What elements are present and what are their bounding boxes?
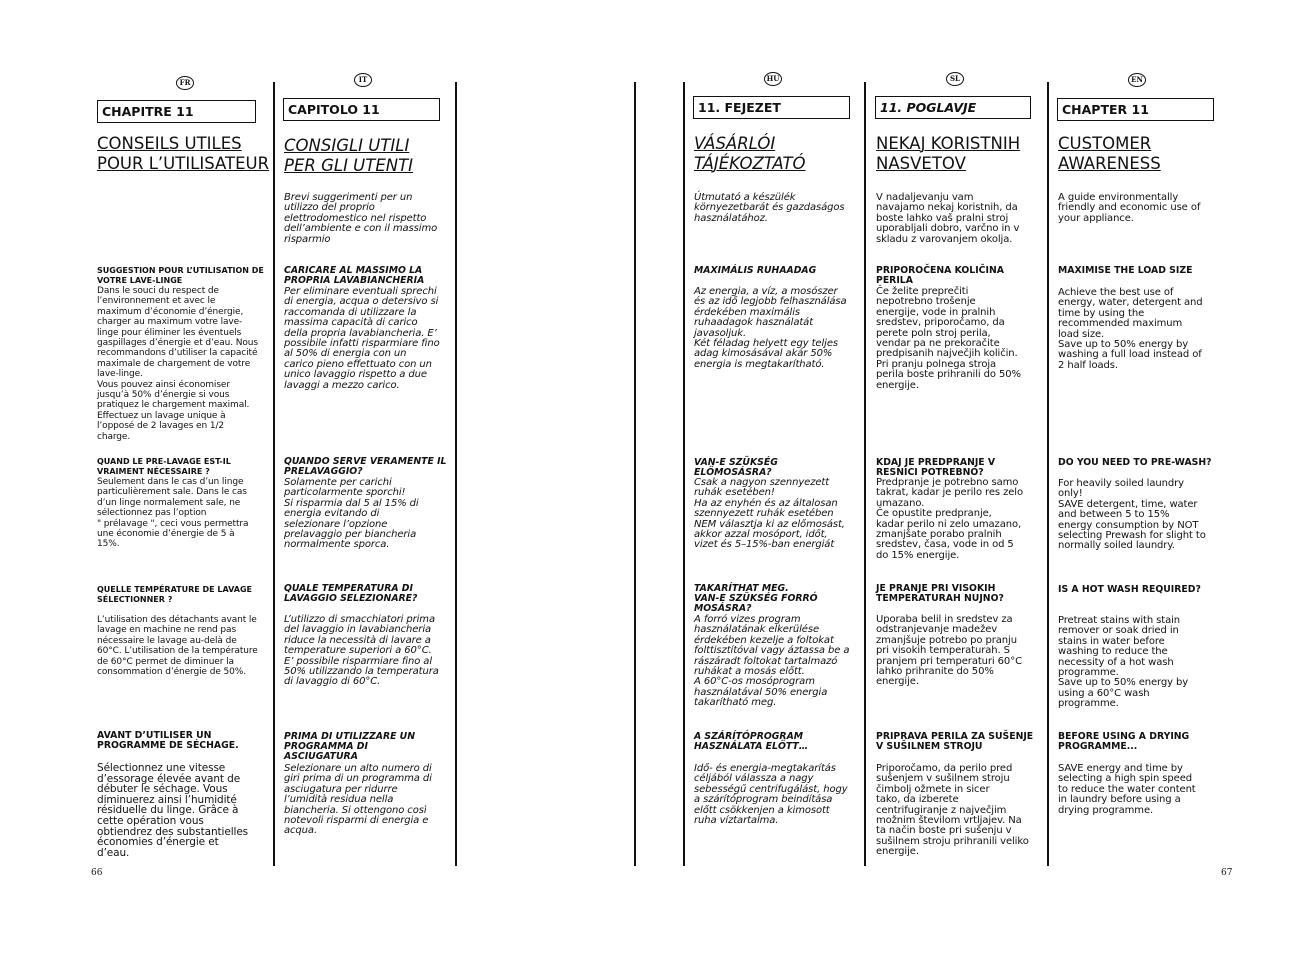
sl-s3-body: Uporaba belil in sredstev za odstranjevanje madežev zmanjšuje potrebo po pranju pri visokih temperaturah. S pranjem pri temperaturi 60°C lahko prihranite do 50% energije. bbox=[876, 614, 1022, 688]
fr-s3-heading: QUELLE TEMPÉRATURE DE LAVAGE SÉLECTIONNER ? bbox=[97, 585, 253, 604]
chapter-label-fr: CHAPITRE 11 bbox=[97, 100, 256, 123]
fr-s2-heading: QUAND LE PRE-LAVAGE EST-IL VRAIMENT NÉCESSAIRE ? bbox=[97, 457, 231, 476]
en-intro: A guide environmentally friendly and economic use of your appliance. bbox=[1058, 192, 1201, 224]
hu-s2-heading: VAN-E SZÜKSÉG ELŐMOSÁSRA? bbox=[694, 457, 778, 478]
it-s1-body: Per eliminare eventuali sprechi di energia, acqua o detersivo si raccomanda di utilizzare la massima capacità di carico della propria lavabiancheria. E’ possibile infatti risparmiare fino al 50% di energia con un carico pieno effettuato con un unico lavaggio rispetto a due lavaggi a mezzo carico. bbox=[284, 286, 440, 391]
column-divider bbox=[1047, 82, 1049, 866]
en-s3-body: Pretreat stains with stain remover or soak dried in stains in water before washing to reduce the necessity of a hot wash programme. Save up to 50% energy by using a 60°C wash programme. bbox=[1058, 615, 1189, 710]
lang-badge-sl: SL bbox=[946, 72, 964, 86]
section-title-it: CONSIGLI UTILI PER GLI UTENTI bbox=[284, 136, 414, 175]
lang-badge-it: IT bbox=[354, 73, 372, 87]
chapter-label-en: CHAPTER 11 bbox=[1057, 98, 1214, 121]
hu-intro: Útmutató a készülék környezetbarát és gazdaságos használatához. bbox=[694, 192, 845, 224]
sl-s2-heading: KDAJ JE PREDPRANJE V RESNICI POTREBNO? bbox=[876, 457, 996, 478]
sl-s1-heading: PRIPOROČENA KOLIČINA PERILA bbox=[876, 265, 1004, 286]
en-s1-heading: MAXIMISE THE LOAD SIZE bbox=[1058, 265, 1193, 276]
it-s4-body: Selezionare un alto numero di giri prima di un programma di asciugatura per ridurre l’umidità residua nella biancheria. Si ottengono così notevoli risparmi di energia e acqua. bbox=[284, 763, 432, 837]
it-s4-heading: PRIMA DI UTILIZZARE UN PROGRAMMA DI ASCIUGATURA bbox=[284, 731, 416, 762]
it-s2-heading: QUANDO SERVE VERAMENTE IL PRELAVAGGIO? bbox=[284, 456, 447, 477]
sl-s4-body: Priporočamo, da perilo pred sušenjem v sušilnem stroju čimbolj ožmete in sicer tako, da izberete centrifugiranje z največjim možnim številom vrtljajev. Na ta način boste pri sušenju v sušilnem stroju prihranili veliko energije. bbox=[876, 763, 1029, 858]
hu-s4-heading: A SZÁRÍTÓPROGRAM HASZNÁLATA ELŐTT… bbox=[694, 731, 809, 752]
column-divider bbox=[455, 82, 457, 866]
fr-s1-body: Dans le souci du respect de l’environnement et avec le maximum d’économie d’énergie, charger au maximum votre lave- linge pour éliminer les éventuels gaspillages d’énergie et d’eau. Nous recommandons d’utiliser la capacité maximale de chargement de votre lave-linge. Vous pouvez ainsi économiser jusqu’à 50% d’énergie si vous pratiquez le chargement maximal. Effectuez un lavage unique à l’opposé de 2 lavages en 1/2 charge. bbox=[97, 286, 258, 442]
chapter-label-sl: 11. POGLAVJE bbox=[875, 96, 1031, 119]
sl-intro: V nadaljevanju vam navajamo nekaj koristnih, da boste lahko vaš pralni stroj uporabljali dobro, varčno in v skladu z varovanjem okolja. bbox=[876, 192, 1020, 245]
sl-s2-body: Predpranje je potrebno samo takrat, kadar je perilo res zelo umazano. Če opustite predpranje, kadar perilo ni zelo umazano, zmanjšate porabo pralnih sredstev, časa, vode in od 5 do 15% energije. bbox=[876, 477, 1023, 561]
sl-s1-body: Če želite preprečiti nepotrebno trošenje energije, vode in pralnih sredstev, priporočamo, da perete poln stroj perila, vendar pa ne prekoračite predpisanih največjih količin. Pri pranju polnega stroja perila boste prihranili do 50% energije. bbox=[876, 286, 1021, 391]
it-s1-heading: CARICARE AL MASSIMO LA PROPRIA LAVABIANCHERIA bbox=[284, 265, 425, 286]
column-divider bbox=[864, 82, 866, 866]
section-title-sl: NEKAJ KORISTNIH NASVETOV bbox=[876, 134, 1021, 173]
fr-s2-body: Seulement dans le cas d’un linge particulièrement sale. Dans le cas d’un linge normalement sale, ne sélectionnez pas l’option " prélavage ", ceci vous permettra une économie d’énergie de 5 à 15%. bbox=[97, 477, 249, 550]
en-s4-heading: BEFORE USING A DRYING PROGRAMME... bbox=[1058, 731, 1190, 752]
en-s2-heading: DO YOU NEED TO PRE-WASH? bbox=[1058, 457, 1212, 468]
sl-s4-heading: PRIPRAVA PERILA ZA SUŠENJE V SUŠILNEM STROJU bbox=[876, 731, 1034, 752]
fr-s1-heading: SUGGESTION POUR L’UTILISATION DE VOTRE LAVE-LINGE bbox=[97, 266, 264, 285]
fr-s4-body: Sélectionnez une vitesse d’essorage élevée avant de débuter le séchage. Vous diminuerez ainsi l’humidité résiduelle du linge. Grâce à cette opération vous obtiendrez des substantielles économies d’énergie et d’eau. bbox=[97, 762, 249, 859]
it-s3-heading: QUALE TEMPERATURA DI LAVAGGIO SELEZIONARE? bbox=[284, 583, 418, 604]
hu-s3-heading: TAKARÍTHAT MEG. VAN-E SZÜKSÉG FORRÓ MOSÁSRA? bbox=[694, 583, 818, 614]
it-intro: Brevi suggerimenti per un utilizzo del proprio elettrodomestico nel rispetto dell’ambiente e con il massimo risparmio bbox=[284, 192, 438, 245]
lang-badge-fr: FR bbox=[176, 76, 194, 90]
page-number-left: 66 bbox=[91, 868, 103, 878]
hu-s3-body: A forró vizes program használatának elkerülése érdekében kezelje a foltokat folttisztítóval vagy áztassa be a rászáradt foltokat tartalmazó ruhákat a mosás előtt. A 60°C-os mosóprogram használatával 50% energia takarítható meg. bbox=[694, 614, 850, 709]
section-title-en: CUSTOMER AWARENESS bbox=[1058, 134, 1161, 173]
hu-s2-body: Csak a nagyon szennyezett ruhák esetében! Ha az enyhén és az általosan szennyezett ruhák esetében NEM választja ki az előmosást, akkor azzal mosóport, időt, vizet és 5–15%-ban energiát bbox=[694, 477, 845, 551]
column-divider bbox=[683, 82, 685, 866]
en-s3-heading: IS A HOT WASH REQUIRED? bbox=[1058, 584, 1201, 595]
fr-s3-body: L’utilisation des détachants avant le lavage en machine ne rend pas nécessaire le lavage au-delà de 60°C. L’utilisation de la température de 60°C permet de diminuer la consommation d’énergie de 50%. bbox=[97, 615, 258, 678]
it-s3-body: L’utilizzo di smacchiatori prima del lavaggio in lavabiancheria riduce la necessità di lavare a temperature superiori a 60°C. E’ possibile risparmiare fino al 50% utilizzando la temperatura di lavaggio di 60°C. bbox=[284, 614, 439, 688]
en-s1-body: Achieve the best use of energy, water, detergent and time by using the recommended maximum load size. Save up to 50% energy by washing a full load instead of 2 half loads. bbox=[1058, 287, 1203, 371]
column-divider bbox=[273, 82, 275, 866]
page-number-right: 67 bbox=[1221, 868, 1233, 878]
it-s2-body: Solamente per carichi particolarmente sporchi! Si risparmia dal 5 al 15% di energia evitando di selezionare l’opzione prelavaggio per biancheria normalmente sporca. bbox=[284, 477, 419, 551]
sl-s3-heading: JE PRANJE PRI VISOKIH TEMPERATURAH NUJNO? bbox=[876, 583, 1004, 604]
hu-s1-body: Az energia, a víz, a mosószer és az idő legjobb felhasználása érdekében maximális ruhaadagok használatát javasoljuk. Két féladag helyett egy teljes adag kimosásával akár 50% energia is megtakarítható. bbox=[694, 286, 847, 370]
en-s4-body: SAVE energy and time by selecting a high spin speed to reduce the water content in laundry before using a drying programme. bbox=[1058, 763, 1196, 816]
hu-s4-body: Idő- és energia-megtakarítás céljából válassza a nagy sebességű centrifugálást, hogy a szárítóprogram beindítása előtt csökkenjen a kimosott ruha víztartalma. bbox=[694, 763, 848, 827]
chapter-label-it: CAPITOLO 11 bbox=[283, 98, 440, 121]
en-s2-body: For heavily soiled laundry only! SAVE detergent, time, water and between 5 to 15% energy consumption by NOT selecting Prewash for slight to normally soiled laundry. bbox=[1058, 478, 1206, 552]
section-title-fr: CONSEILS UTILES POUR L’UTILISATEUR bbox=[97, 134, 270, 173]
chapter-label-hu: 11. FEJEZET bbox=[693, 96, 850, 119]
lang-badge-hu: HU bbox=[764, 72, 782, 86]
fr-s4-heading: AVANT D’UTILISER UN PROGRAMME DE SÉCHAGE. bbox=[97, 730, 239, 751]
lang-badge-en: EN bbox=[1128, 73, 1146, 87]
page-divider bbox=[634, 82, 636, 866]
section-title-hu: VÁSÁRLÓI TÁJÉKOZTATÓ bbox=[694, 134, 806, 173]
hu-s1-heading: MAXIMÁLIS RUHAADAG bbox=[694, 265, 817, 276]
